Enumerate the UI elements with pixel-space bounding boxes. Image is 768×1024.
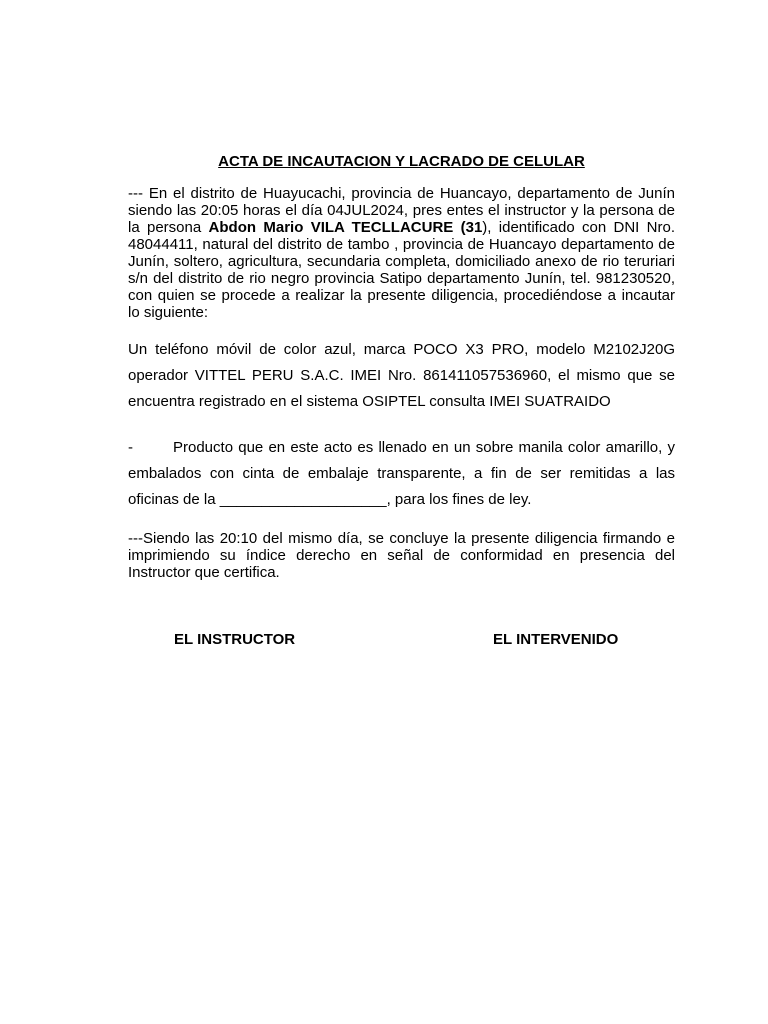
paragraph-packaging — [128, 435, 675, 513]
intro-text-start: --- En el distrito de Huayucachi, provincia de Huancayo, departamento de Junín siendo las 20:05 horas el día 04JUL2024, pres entes el instructor y la persona de la persona — [128, 185, 675, 236]
paragraph-phone-description: Un teléfono móvil de color azul, marca POCO X3 PRO, modelo M2102J20G operador VITTEL PERU S.A.C. IMEI Nro. 861411057536960, el mismo que se encuentra registrado en el sistema OSIPTEL consulta IMEI SUATRAIDO — [128, 341, 675, 410]
packaging-text: Producto que en este acto es llenado en un sobre manila color amarillo, y embalados con cinta de embalaje transparente, a fin de ser remitidas a las oficinas de la ____________________, para los fines de ley. — [128, 439, 675, 508]
paragraph-closing: ---Siendo las 20:10 del mismo día, se concluye la presente diligencia firmando e imprimiendo su índice derecho en señal de conformidad en presencia del Instructor que certifica. — [128, 530, 675, 581]
signature-intervened: EL INTERVENIDO — [493, 631, 619, 648]
signature-instructor: EL INSTRUCTOR — [174, 631, 296, 648]
document-title: ACTA DE INCAUTACION Y LACRADO DE CELULAR — [218, 153, 585, 170]
intro-text-rest: ), identificado con DNI Nro. 48044411, natural del distrito de tambo , provincia de Huancayo departamento de Junín, soltero, agricultura, secundaria completa, domiciliado anexo de rio teruriari s/n del distrito de rio negro provincia Satipo departamento Junín, tel. 981230520, con quien se procede a realizar la presente diligencia, procediéndose a incautar lo siguiente: — [128, 219, 676, 321]
paragraph-intro — [128, 185, 675, 321]
intervened-person-name: Abdon Mario VILA TECLLACURE (31 — [208, 219, 483, 236]
list-dash: - — [128, 439, 133, 456]
